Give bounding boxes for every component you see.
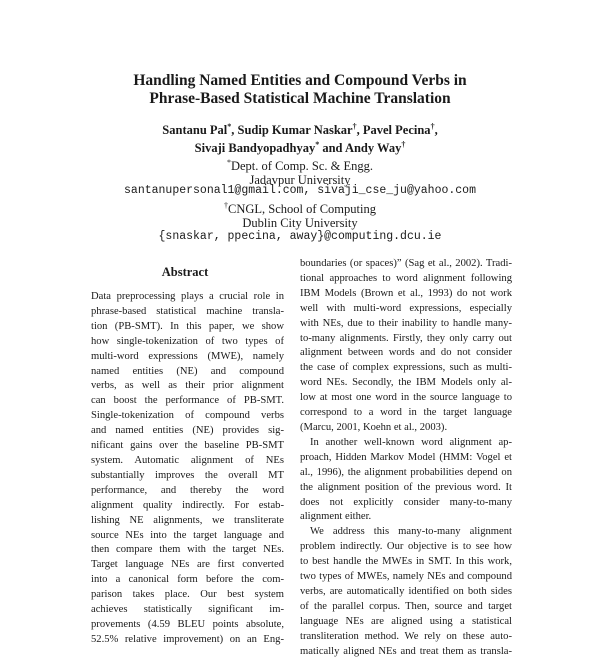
body-text-line: transliteration method. We rely on these auto- — [300, 630, 512, 642]
author-name: Pavel Pecina — [362, 123, 431, 137]
body-text-line: alignment either. — [300, 511, 372, 523]
author-affiliation-mark: † — [352, 121, 357, 131]
abstract-line: provements (4.59 BLEU points absolute, — [91, 618, 284, 630]
author-affiliation-mark: * — [227, 121, 232, 131]
abstract-line: into a canonical form before the com- — [91, 574, 284, 586]
paper-title-line-1: Handling Named Entities and Compound Verbs in — [133, 72, 467, 89]
body-text-line: to best handle the MWEs in SMT. In this work, — [300, 556, 512, 568]
author-separator: , — [231, 123, 238, 137]
abstract-body — [91, 290, 284, 648]
affiliation-2-email: {snaskar, ppecina, away}@computing.dcu.ie — [158, 230, 442, 243]
abstract-line: how single-tokenization of two types of — [91, 335, 284, 347]
body-text-line: al., 1996), the alignment probabilities depend on — [300, 466, 512, 478]
affiliation-1-email: santanupersonal1@gmail.com, sivaji_cse_ju@yahoo.com — [124, 184, 476, 197]
body-text-line: IBM Models (Brown et al., 1993) do not work — [300, 287, 512, 299]
abstract-line: Single-tokenization of compound verbs — [91, 410, 284, 422]
abstract-line: can boost the performance of PB-SMT. — [91, 395, 284, 407]
author-name: Santanu Pal — [162, 123, 228, 137]
author-name: Sivaji Bandyopadhyay — [194, 141, 316, 155]
abstract-line: multi-word expressions (MWE), namely — [91, 350, 284, 362]
author-affiliation-mark: * — [315, 139, 320, 149]
author-separator: , — [356, 123, 363, 137]
abstract-line: achieves statistically significant im- — [91, 604, 284, 616]
abstract-line: named entities (NE) and compound — [91, 365, 284, 377]
affiliation-2-university: Dublin City University — [242, 216, 358, 230]
body-text-line: boundaries (or spaces)” (Sag et al., 2002). Tradi- — [300, 258, 512, 269]
affiliation-2-mark: † — [224, 200, 229, 210]
abstract-line: verbs, as well as their prior alignment — [91, 380, 284, 392]
abstract-line: substantially improves the overall MT — [91, 469, 284, 481]
authors-line-2 — [0, 140, 600, 156]
author-name: Andy Way — [344, 141, 402, 155]
abstract-line: system. Automatic alignment of NEs — [91, 454, 284, 466]
abstract-line: Data preprocessing plays a crucial role in — [91, 291, 284, 302]
abstract-heading: Abstract — [161, 265, 209, 279]
body-text-line: correspond to a word in the target language — [300, 407, 512, 419]
body-text-line: the alignment position of the previous word. It — [300, 481, 512, 493]
affiliation-1-dept-text: Dept. of Comp. Sc. & Engg. — [230, 159, 373, 173]
abstract-line: and named entities (NE) provides sig- — [91, 425, 284, 437]
affiliation-1-university: Jadavpur University — [249, 173, 351, 187]
author-affiliation-mark: † — [401, 139, 406, 149]
abstract-line: 52.5% relative improvement) on an Eng- — [91, 633, 284, 645]
abstract-line: performance, and thereby the word — [91, 484, 284, 496]
abstract-line: alignment quality indirectly. For estab- — [91, 499, 284, 511]
paper-title-line-2: Phrase-Based Statistical Machine Translation — [149, 90, 451, 107]
body-text-line: problem indirectly. Our objective is to see how — [300, 541, 512, 553]
body-text-line: We address this many-to-many alignment — [310, 526, 512, 538]
abstract-line: lishing NE alignments, we transliterate — [91, 514, 284, 526]
body-text-line: alignment between words and do not consider — [300, 347, 512, 359]
body-text-line: the case of complex expressions, such as multi- — [300, 362, 512, 374]
body-text-line: language NEs are aligned using a statistical — [300, 615, 512, 627]
body-text-line: of the parallel corpus. Then, source and target — [300, 600, 512, 612]
body-text-line: tional approaches to word alignment following — [300, 272, 512, 284]
body-text-line: with NEs, due to their inability to handle many- — [300, 317, 512, 329]
abstract-line: tion (PB-SMT). In this paper, we show — [91, 320, 284, 332]
body-text-line: to-many alignments. Firstly, they only carry out — [300, 332, 512, 344]
abstract-line: Target language NEs are first converted — [91, 559, 284, 571]
body-text-line: two types of MWEs, namely NEs and compound — [300, 571, 512, 583]
abstract-line: nificant gains over the baseline PB-SMT — [91, 440, 284, 452]
authors-line-1 — [0, 122, 600, 138]
abstract-line: then compare them with the target NEs. — [91, 544, 284, 556]
affiliation-1-mark: * — [226, 157, 231, 167]
abstract-line: parison takes place. Our best system — [91, 589, 284, 601]
body-text-line: does not explicitly consider many-to-many — [300, 496, 512, 508]
author-separator: and — [319, 141, 345, 155]
affiliation-2-dept-text: CNGL, School of Computing — [228, 202, 376, 216]
author-affiliation-mark: † — [430, 121, 435, 131]
abstract-line: source NEs into the target language and — [91, 529, 284, 541]
body-text-line: (Marcu, 2001, Koehn et al., 2003). — [300, 421, 448, 433]
body-text-line: proach, Hidden Markov Model (HMM: Vogel et — [300, 451, 512, 463]
abstract-line: phrase-based statistical machine transla- — [91, 305, 284, 317]
body-text-line: matically aligned NEs and treat them as transla- — [300, 645, 512, 657]
body-text-line: verbs, are automatically identified on both sides — [300, 585, 512, 597]
right-column-body — [300, 257, 512, 659]
body-text-line: word NEs. Secondly, the IBM Models only al- — [300, 377, 512, 389]
body-text-line: well with multi-word expressions, especially — [300, 302, 512, 314]
body-text-line: In another well-known word alignment ap- — [310, 436, 512, 448]
author-separator: , — [434, 123, 438, 137]
body-text-line: low at most one word in the source language to — [300, 392, 512, 404]
author-name: Sudip Kumar Naskar — [237, 123, 353, 137]
